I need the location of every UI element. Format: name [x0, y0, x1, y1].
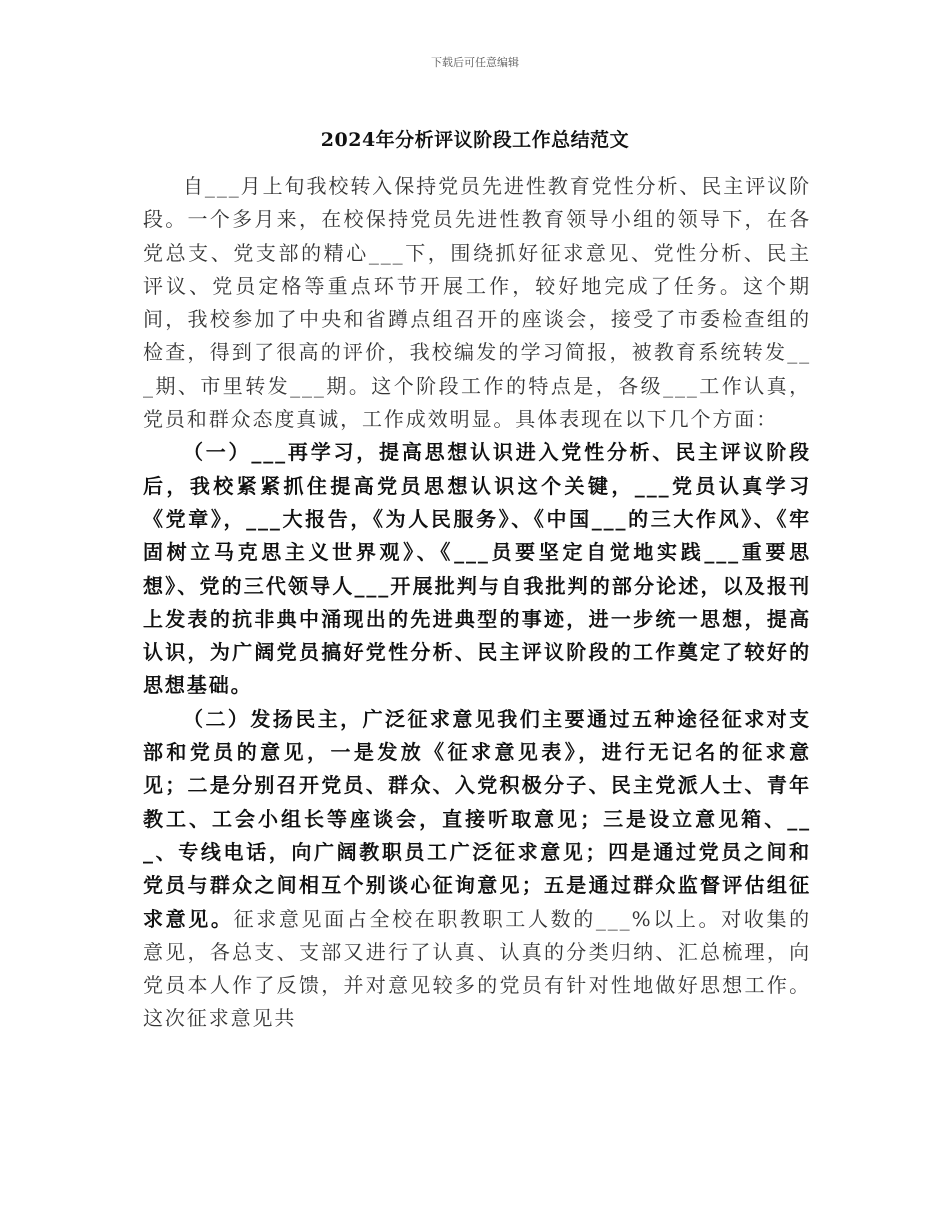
paragraph-section-1: （一）___再学习，提高思想认识进入党性分析、民主评议阶段后，我校紧紧抓住提高党员思想认识这个关键，___党员认真学习《党章》，___大报告，《为人民服务》、《中国___的三大作风》、《牢固树立马克思主义世界观》、《___员要坚定自觉地实践___重要思想》、党的三代领导人___开展批判与自我批判的部分论述，以及报刊上发表的抗非典中涌现出的先进典型的事迹，进一步统一思想，提高认识，为广阔党员搞好党性分析、民主评议阶段的工作奠定了较好的思想基础。	[143, 440, 811, 698]
paragraph-section-2-bold: （二）发扬民主，广泛征求意见我们主要通过五种途径征求对支部和党员的意见，一是发放《征求意见表》，进行无记名的征求意见；二是分别召开党员、群众、入党积极分子、民主党派人士、青年教工、工会小组长等座谈会，直接听取意见；三是设立意见箱、___、专线电话，向广阔教职员工广泛征求意见；四是通过党员之间和党员与群众之间相互个别谈心征询意见；五是通过群众监督评估组征求意见。	[143, 706, 811, 931]
document-body	[143, 170, 811, 1036]
paragraph-intro: 自___月上旬我校转入保持党员先进性教育党性分析、民主评议阶段。一个多月来，在校保持党员先进性教育领导小组的领导下，在各党总支、党支部的精心___下，围绕抓好征求意见、党性分析、民主评议、党员定格等重点环节开展工作，较好地完成了任务。这个期间，我校参加了中央和省蹲点组召开的座谈会，接受了市委检查组的检查，得到了很高的评价，我校编发的学习简报，被教育系统转发___期、市里转发___期。这个阶段工作的特点是，各级___工作认真，党员和群众态度真诚，工作成效明显。具体表现在以下几个方面：	[143, 174, 811, 432]
paragraph-section-2	[143, 703, 811, 1036]
document-title: 2024年分析评议阶段工作总结范文	[320, 129, 630, 151]
page-header-note: 下载后可任意编辑	[431, 56, 519, 69]
paragraph-section-2-normal: 征求意见面占全校在职教职工人数的___%以上。对收集的意见，各总支、支部又进行了认真、认真的分类归纳、汇总梳理，向党员本人作了反馈，并对意见较多的党员有针对性地做好思想工作。这次征求意见共	[143, 906, 811, 1031]
